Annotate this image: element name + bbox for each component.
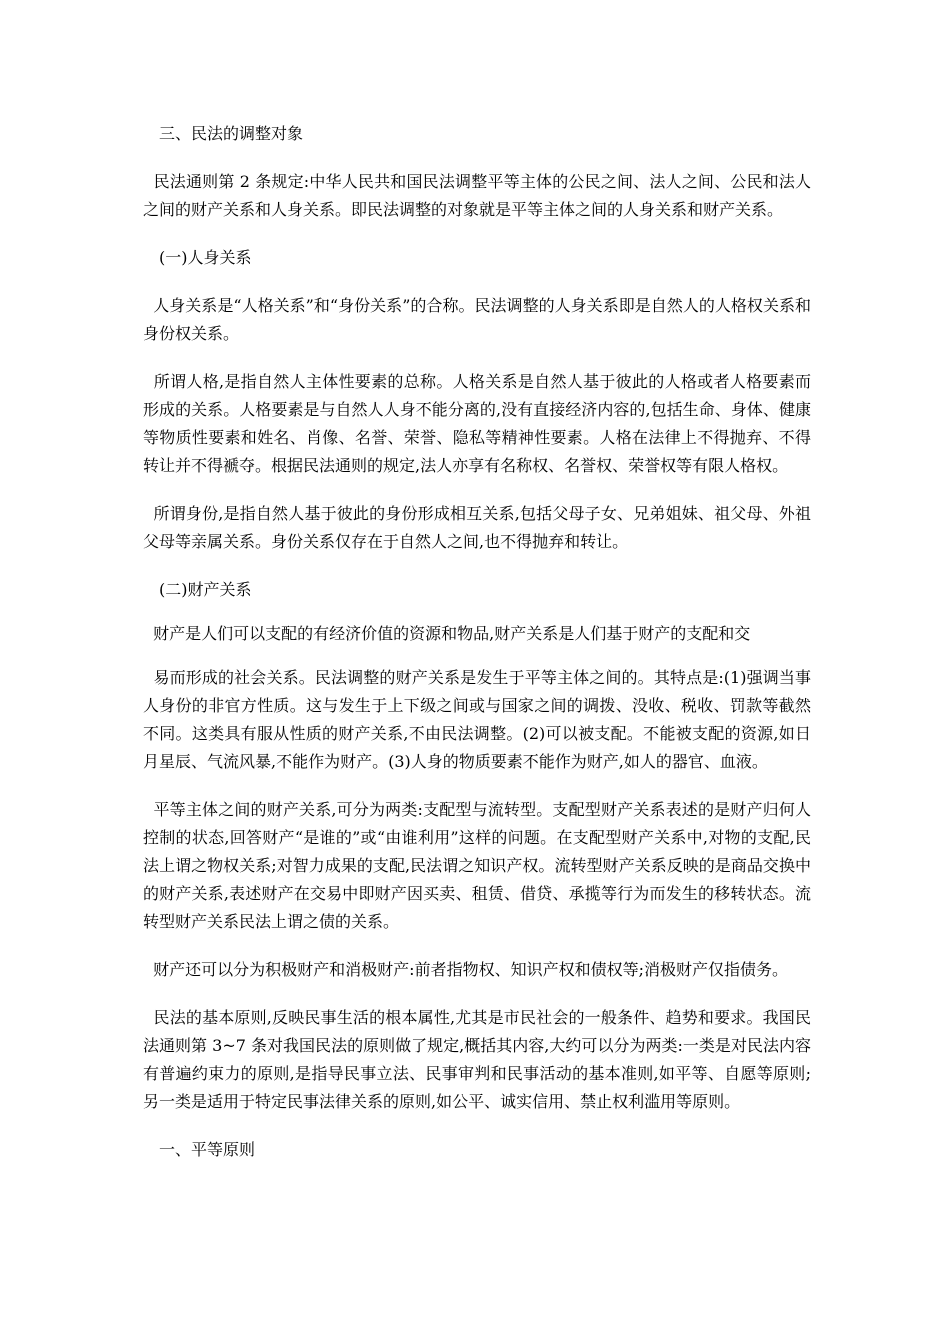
paragraph-positive-negative-property: 财产还可以分为积极财产和消极财产:前者指物权、知识产权和债权等;消极财产仅指债务。: [143, 960, 788, 979]
paragraph-basic-principles: 民法的基本原则,反映民事生活的根本属性,尤其是市民社会的一般条件、趋势和要求。我国民法通则第 3~7 条对我国民法的原则做了规定,概括其内容,大约可以分为两类:一类是对民法内容有普遍约束力的原则,是指导民事立法、民事审判和民事活动的基本准则,如平等、自愿等原则;另一类是适用于特定民事法律关系的原则,如公平、诚实信用、禁止权利滥用等原则。: [143, 1008, 811, 1111]
section-heading-adjustment-object: 三、民法的调整对象: [159, 124, 304, 143]
paragraph-personality: 所谓人格,是指自然人主体性要素的总称。人格关系是自然人基于彼此的人格或者人格要素而形成的关系。人格要素是与自然人人身不能分离的,没有直接经济内容的,包括生命、身体、健康等物质性要素和姓名、肖像、名誉、荣誉、隐私等精神性要素。人格在法律上不得抛弃、不得转让并不得褫夺。根据民法通则的规定,法人亦享有名称权、名誉权、荣誉权等有限人格权。: [143, 372, 811, 475]
paragraph-property-definition: 财产是人们可以支配的有经济价值的资源和物品,财产关系是人们基于财产的支配和交: [143, 624, 751, 643]
paragraph-property-characteristics: 易而形成的社会关系。民法调整的财产关系是发生于平等主体之间的。其特点是:(1)强调当事人身份的非官方性质。这与发生于上下级之间或与国家之间的调拨、没收、税收、罚款等截然不同。这类具有服从性质的财产关系,不由民法调整。(2)可以被支配。不能被支配的资源,如日月星辰、气流风暴,不能作为财产。(3)人身的物质要素不能作为财产,如人的器官、血液。: [143, 668, 811, 771]
subheading-property-relations: (二)财产关系: [159, 580, 252, 599]
paragraph-personal-relations: 人身关系是“人格关系”和“身份关系”的合称。民法调整的人身关系即是自然人的人格权关系和身份权关系。: [143, 296, 811, 343]
document-page: [143, 120, 811, 1164]
section-heading-equality-principle: 一、平等原则: [159, 1140, 256, 1159]
paragraph-identity: 所谓身份,是指自然人基于彼此的身份形成相互关系,包括父母子女、兄弟姐妹、祖父母、外祖父母等亲属关系。身份关系仅存在于自然人之间,也不得抛弃和转让。: [143, 504, 811, 551]
paragraph-property-types: 平等主体之间的财产关系,可分为两类:支配型与流转型。支配型财产关系表述的是财产归何人控制的状态,回答财产“是谁的”或“由谁利用”这样的问题。在支配型财产关系中,对物的支配,民法上谓之物权关系;对智力成果的支配,民法谓之知识产权。流转型财产关系反映的是商品交换中的财产关系,表述财产在交易中即财产因买卖、租赁、借贷、承揽等行为而发生的移转状态。流转型财产关系民法上谓之债的关系。: [143, 800, 811, 931]
paragraph-general-rules-article-2: 民法通则第 2 条规定:中华人民共和国民法调整平等主体的公民之间、法人之间、公民和法人之间的财产关系和人身关系。即民法调整的对象就是平等主体之间的人身关系和财产关系。: [143, 172, 812, 219]
subheading-personal-relations: (一)人身关系: [159, 248, 252, 267]
